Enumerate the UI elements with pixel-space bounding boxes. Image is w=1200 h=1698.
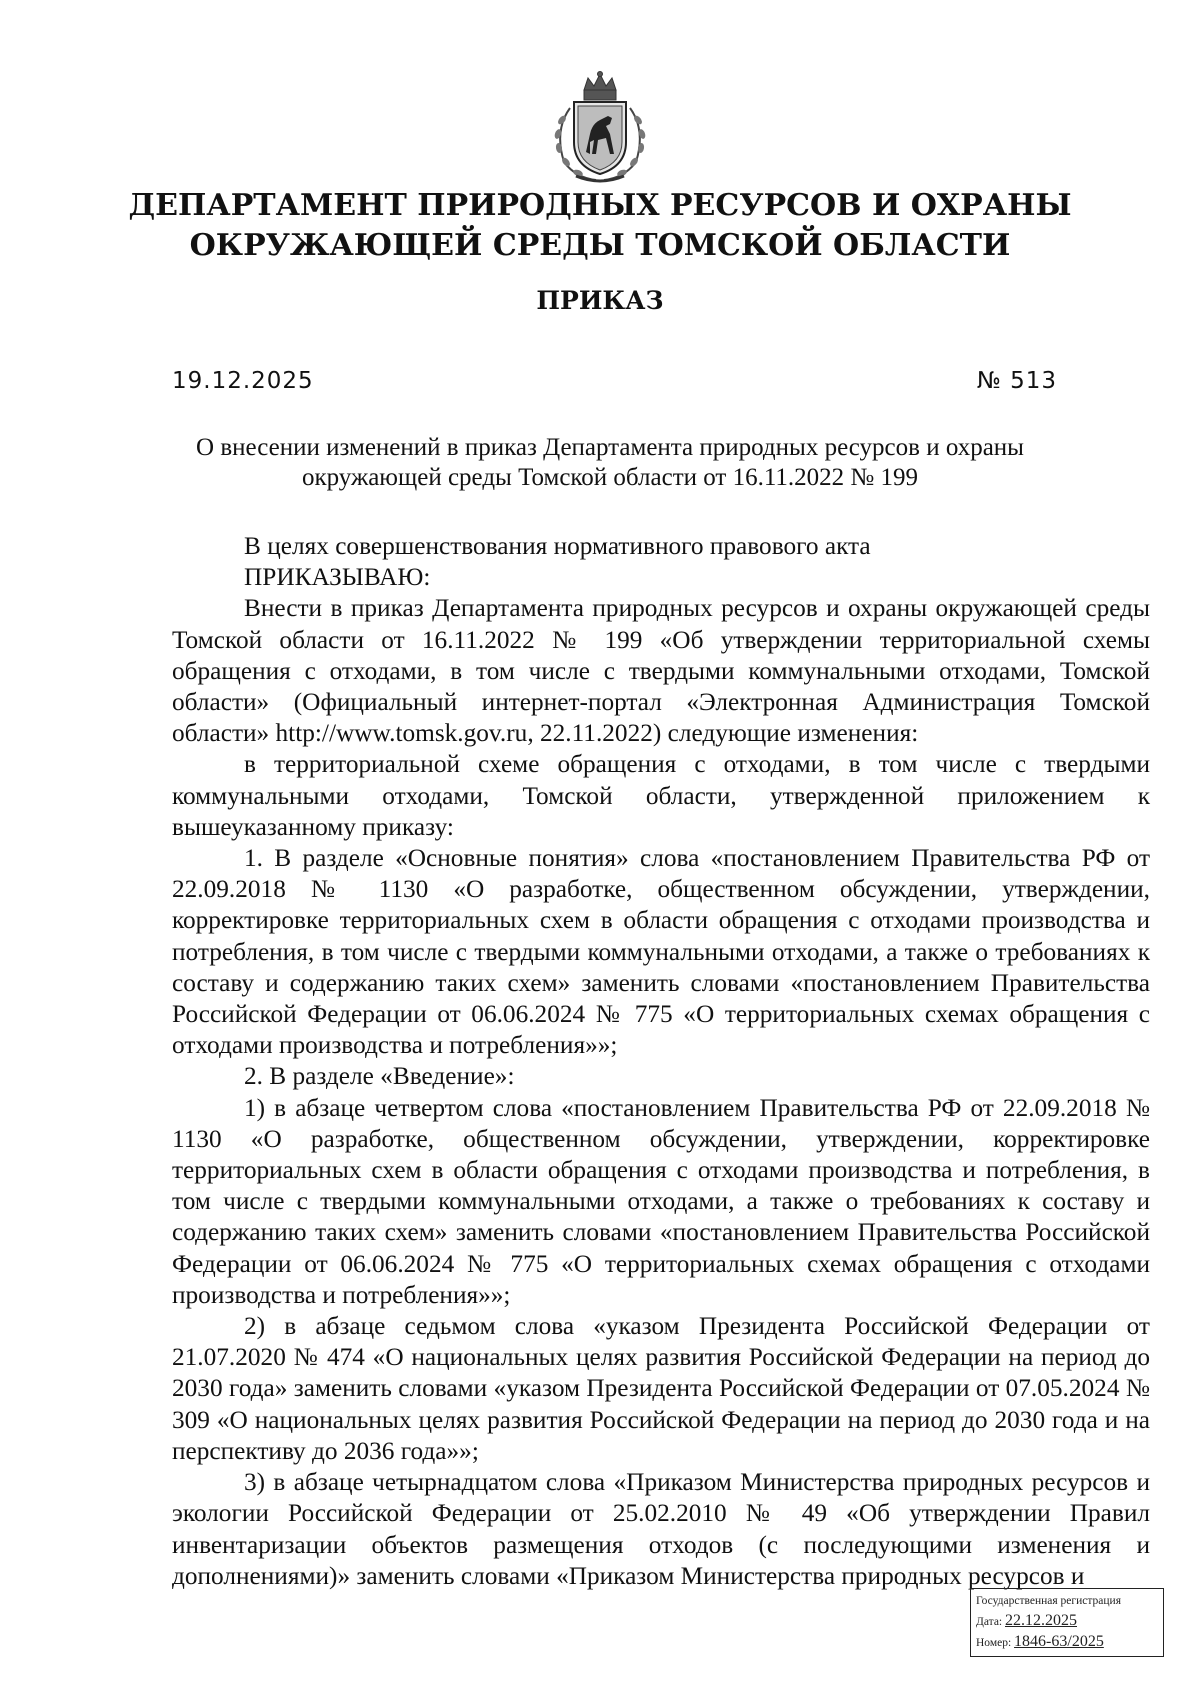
stamp-title: Государственная регистрация [976,1595,1121,1607]
stamp-number-value: 1846-63/2025 [1014,1633,1104,1650]
stamp-number-label: Номер: [976,1637,1012,1649]
body-paragraph: 1. В разделе «Основные понятия» слова «постановлением Правительства РФ от 22.09.2018 № 1130 «О разработке, общественном обсуждении, утверждении, корректировке территориальных схем в области обращения с отходами производства и потребления, в том числе с твердыми коммунальными отходами, а также о требованиях к составу и содержанию таких схем» заменить словами «постановлением Правительства Российской Федерации от 06.06.2024 № 775 «О территориальных схемах обращения с отходами производства и потребления»»; [172,844,1150,1060]
department-title-line2: ОКРУЖАЮЩЕЙ СРЕДЫ ТОМСКОЙ ОБЛАСТИ [189,228,1011,263]
body-paragraph: Внести в приказ Департамента природных ресурсов и охраны окружающей среды Томской области от 16.11.2022 № 199 «Об утверждении территориальной схемы обращения с отходами, в том числе с твердыми коммунальными отходами, Томской области» (Официальный интернет-портал «Электронная Администрация Томской области» http://www.tomsk.gov.ru, 22.11.2022) следующие изменения: [172,594,1150,748]
body-paragraph: 3) в абзаце четырнадцатом слова «Приказом Министерства природных ресурсов и экологии Российской Федерации от 25.02.2010 № 49 «Об утверждении Правил инвентаризации объектов размещения отходов (с последующими изменения и дополнениями)» заменить словами «Приказом Министерства природных ресурсов и [172,1468,1150,1590]
stamp-date-row [976,1611,1158,1632]
body-paragraph: В целях совершенствования нормативного правового акта [244,532,871,560]
document-subject [160,433,1060,493]
document-type: ПРИКАЗ [536,286,664,315]
subject-line2: окружающей среды Томской области от 16.11.2022 № 199 [301,464,919,491]
stamp-date-value: 22.12.2025 [1005,1612,1077,1629]
stamp-date-label: Дата: [976,1616,1003,1628]
coat-of-arms-icon [540,70,660,186]
subject-line1: О внесении изменений в приказ Департамента природных ресурсов и охраны [196,434,1024,461]
department-title-line1: ДЕПАРТАМЕНТ ПРИРОДНЫХ РЕСУРСОВ И ОХРАНЫ [128,188,1072,223]
stamp-number-row [976,1632,1158,1653]
registration-stamp [970,1588,1164,1657]
document-number: № 513 [976,368,1057,394]
body-paragraph: 2) в абзаце седьмом слова «указом Президента Российской Федерации от 21.07.2020 № 474 «О национальных целях развития Российской Федерации на период до 2030 года» заменить словами «указом Президента Российской Федерации от 07.05.2024 № 309 «О национальных целях развития Российской Федерации на период до 2030 года и на перспективу до 2036 года»»; [172,1312,1150,1465]
document-body [172,531,1150,1592]
body-paragraph: 1) в абзаце четвертом слова «постановлением Правительства РФ от 22.09.2018 № 1130 «О разработке, общественном обсуждении, утверждении, корректировке территориальных схем в области обращения с отходами производства и потребления, в том числе с твердыми коммунальными отходами, а также о требованиях к составу и содержанию таких схем» заменить словами «постановлением Правительства Российской Федерации от 06.06.2024 № 775 «О территориальных схемах обращения с отходами производства и потребления»»; [172,1093,1150,1309]
body-paragraph: ПРИКАЗЫВАЮ: [244,563,431,592]
body-paragraph: 2. В разделе «Введение»: [244,1062,515,1091]
department-title [100,186,1100,266]
body-paragraph: в территориальной схеме обращения с отходами, в том числе с твердыми коммунальными отходами, Томской области, утвержденной приложением к вышеуказанному приказу: [172,750,1150,841]
document-date: 19.12.2025 [172,368,314,394]
